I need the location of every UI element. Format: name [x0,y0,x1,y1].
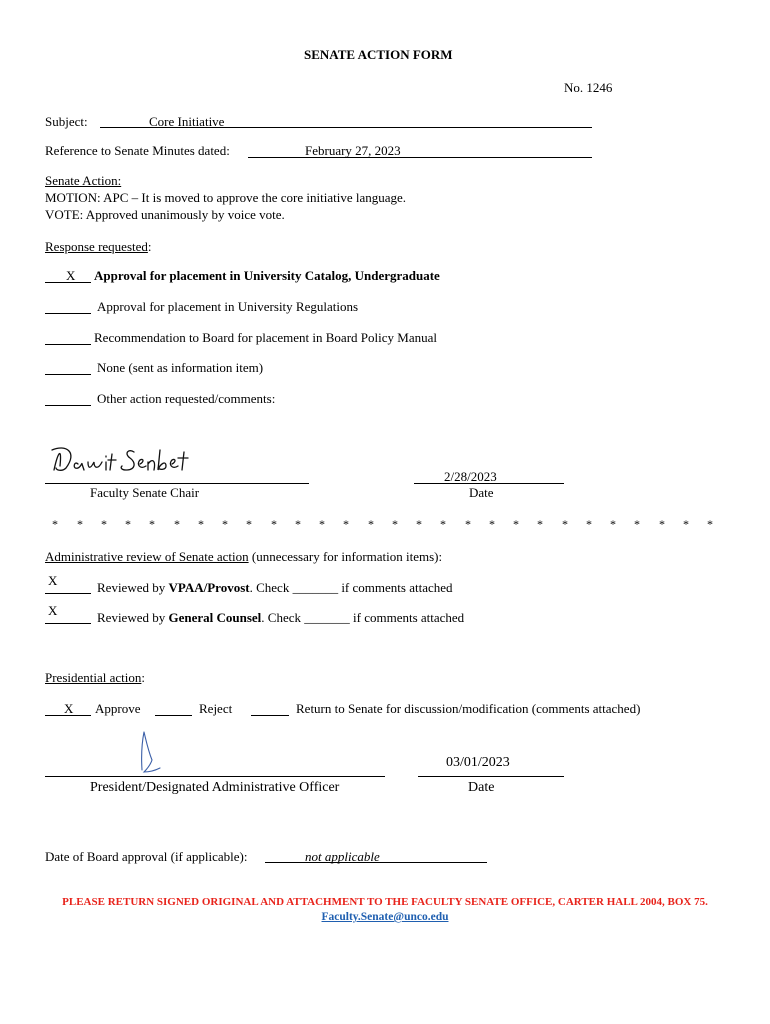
separator-star: * [586,517,592,531]
review-mark: X [48,573,58,588]
separator-star: * [149,517,155,531]
separator-star: * [416,517,422,531]
reference-label: Reference to Senate Minutes dated: [45,143,230,158]
separator-star: * [368,517,374,531]
board-label: Date of Board approval (if applicable): [45,849,248,864]
response-label: Recommendation to Board for placement in Board Policy Manual [94,330,437,345]
response-label: Approval for placement in University Regulations [97,299,359,314]
footer-notice: PLEASE RETURN SIGNED ORIGINAL AND ATTACHMENT TO THE FACULTY SENATE OFFICE, CARTER HALL 2004, BOX 75. [62,896,708,908]
approve-mark: X [64,701,74,716]
response-mark: X [66,268,76,283]
presidential-heading: Presidential action: [45,670,146,685]
chair-label: Faculty Senate Chair [90,485,200,500]
president-date: 03/01/2023 [446,755,510,770]
admin-heading: Administrative review of Senate action (unnecessary for information items): [45,549,443,564]
chair-date-line [414,483,564,484]
president-signature [130,728,170,778]
separator-star: * [271,517,277,531]
return-label: Return to Senate for discussion/modification (comments attached) [296,701,641,716]
return-blank [251,715,289,716]
review-label: Reviewed by General Counsel. Check _______ if comments attached [97,610,465,625]
footer-email-link[interactable]: Faculty.Senate@unco.edu [321,911,449,923]
motion-text: MOTION: APC – It is moved to approve the core initiative language. [45,190,407,205]
separator-star: * [465,517,471,531]
separator-star: * [77,517,83,531]
vote-text: VOTE: Approved unanimously by voice vote. [45,207,285,222]
separator-star: * [295,517,301,531]
president-signature-line [45,776,385,777]
reference-value: February 27, 2023 [305,143,401,158]
separator-star: * [222,517,228,531]
chair-signature-line [45,483,309,484]
separator-star: * [343,517,349,531]
reject-blank [155,715,192,716]
separator-star: * [319,517,325,531]
president-date-label: Date [468,780,495,795]
separator-star: * [562,517,568,531]
president-label: President/Designated Administrative Officer [90,780,340,795]
review-blank [45,623,91,624]
response-blank [45,374,91,375]
chair-signature [48,440,198,480]
separator-star: * [659,517,665,531]
separator-star: * [101,517,107,531]
separator-star: * [537,517,543,531]
review-label: Reviewed by VPAA/Provost. Check _______ if comments attached [97,580,453,595]
chair-date: 2/28/2023 [444,469,497,484]
senate-action-heading: Senate Action: [45,173,122,188]
separator-star: * [513,517,519,531]
response-blank [45,313,91,314]
separator-star: * [634,517,640,531]
separator-star: * [610,517,616,531]
board-value: not applicable [305,849,380,864]
subject-value: Core Initiative [149,114,225,129]
separator-star: * [52,517,58,531]
response-label: Approval for placement in University Catalog, Undergraduate [94,268,440,283]
separator-star: * [246,517,252,531]
review-blank [45,593,91,594]
response-blank [45,344,91,345]
approve-label: Approve [95,701,141,716]
chair-date-label: Date [469,485,494,500]
separator-star: * [125,517,131,531]
reference-line [248,157,592,158]
separator-star: * [683,517,689,531]
subject-label: Subject: [45,114,88,129]
separator-star: * [440,517,446,531]
response-blank [45,405,91,406]
response-label: None (sent as information item) [97,360,264,375]
president-date-line [418,776,564,777]
reject-label: Reject [199,701,233,716]
form-title: SENATE ACTION FORM [304,47,453,62]
separator-star: * [489,517,495,531]
separator-star: * [198,517,204,531]
separator-star: * [707,517,713,531]
form-number: No. 1246 [564,80,613,95]
response-heading: Response requested: [45,239,152,254]
separator-star: * [174,517,180,531]
review-mark: X [48,603,58,618]
separator-star: * [392,517,398,531]
response-label: Other action requested/comments: [97,391,276,406]
